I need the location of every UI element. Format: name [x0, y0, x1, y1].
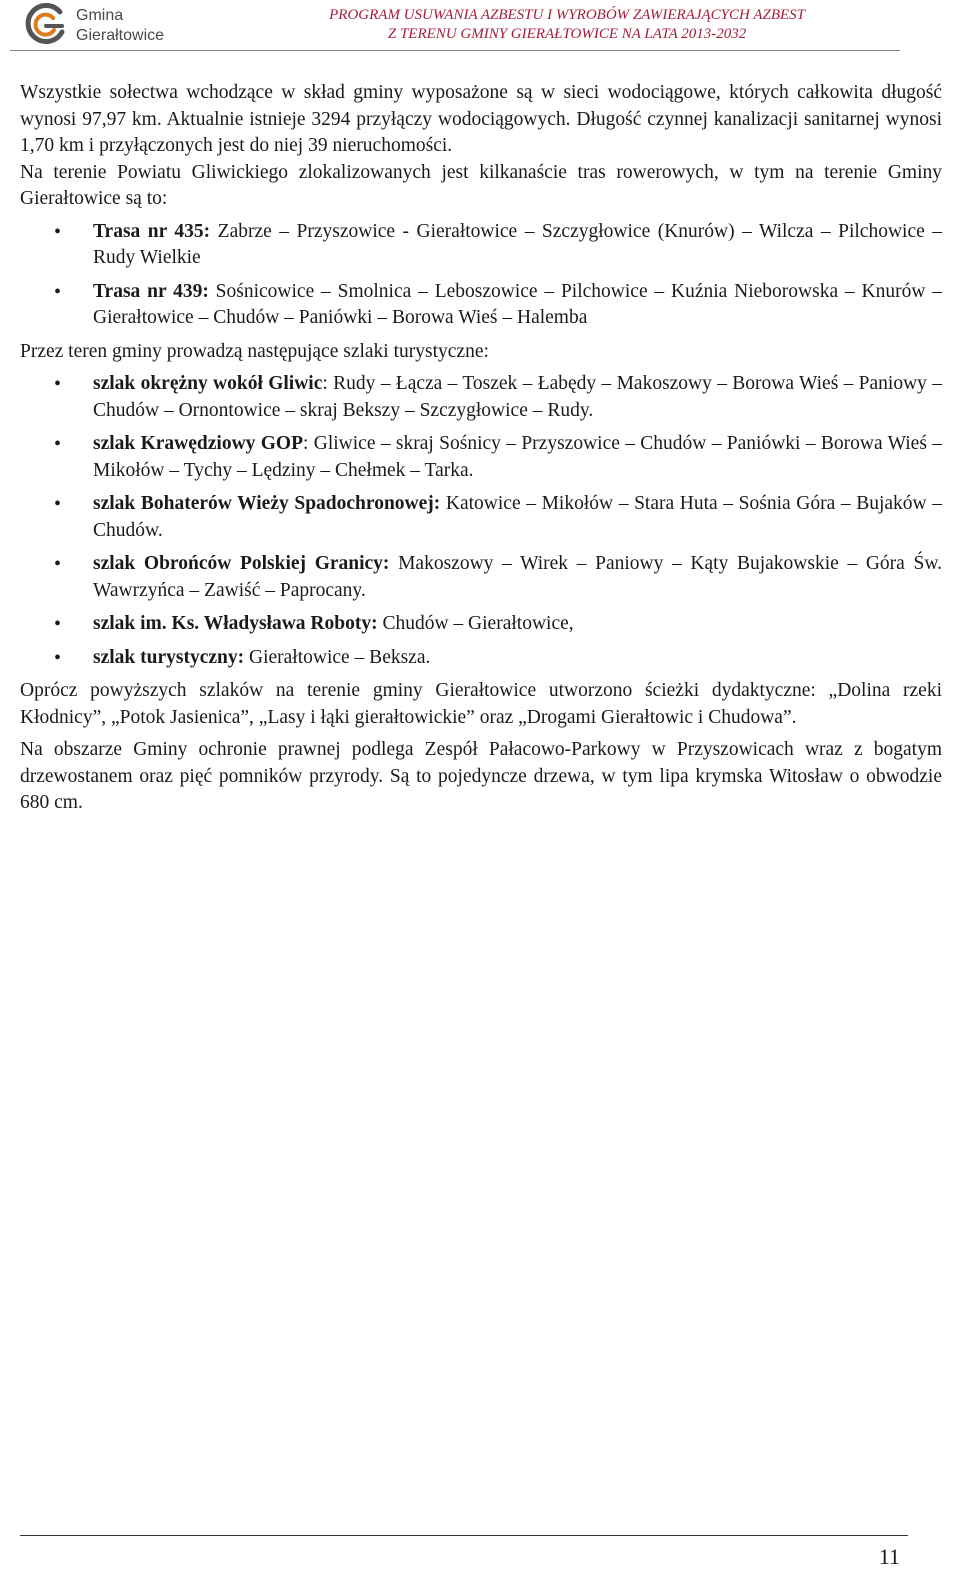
trail-label: szlak Krawędziowy GOP: [93, 433, 303, 454]
list-item: [20, 611, 942, 638]
trail-label: szlak okrężny wokół Gliwic: [93, 373, 323, 394]
list-item: [20, 279, 942, 332]
trail-text: Makoszowy – Wirek – Paniowy – Kąty Bujakowskie – Góra Św. Wawrzyńca – Zawiść – Paprocany.: [93, 553, 943, 601]
trail-text: : Rudy – Łącza – Toszek – Łabędy – Makoszowy – Borowa Wieś – Paniowy – Chudów – Ornontowice – skraj Bekszy – Szczygłowice – Rudy.: [93, 373, 942, 421]
paragraph-educational-paths: Oprócz powyższych szlaków na terenie gminy Gierałtowice utworzono ścieżki dydaktyczne: „Dolina rzeki Kłodnicy”, „Potok Jasienica”, „Lasy i łąki gierałtowickie” oraz „Drogami Gierałtowic i Chudowa”.: [20, 680, 942, 728]
trail-label: szlak Obrońców Polskiej Granicy:: [93, 553, 390, 574]
route-text: Zabrze – Przyszowice - Gierałtowice – Szczygłowice (Knurów) – Wilcza – Pilchowice – Rudy Wielkie: [93, 220, 942, 268]
logo-line-1: Gmina: [76, 7, 124, 24]
route-text: Sośnicowice – Smolnica – Leboszowice – Pilchowice – Kuźnia Nieborowska – Knurów – Gierałtowice – Chudów – Paniówki – Borowa Wieś – Halemba: [93, 280, 942, 328]
trail-label: szlak turystyczny:: [93, 646, 245, 668]
document-title-line-2: Z TERENU GMINY GIERAŁTOWICE NA LATA 2013-2032: [387, 26, 747, 42]
list-item: [20, 491, 942, 544]
trail-label: szlak im. Ks. Władysława Roboty:: [93, 613, 378, 634]
footer-divider: [20, 1535, 908, 1536]
logo-line-2: Gierałtowice: [76, 27, 165, 44]
page-number: 11: [878, 1544, 900, 1569]
list-item: [20, 645, 942, 672]
header-divider: [10, 50, 900, 51]
page-content: [20, 80, 942, 817]
page-header: [0, 0, 960, 52]
paragraph-bike-routes-intro: Na terenie Powiatu Gliwickiego zlokalizowanych jest kilkanaście tras rowerowych, w tym na terenie Gminy Gierałtowice są to:: [20, 161, 942, 209]
list-item: [20, 431, 942, 484]
list-item: [20, 371, 942, 424]
route-label: Trasa nr 439:: [93, 280, 209, 302]
paragraph-trails-intro: Przez teren gminy prowadzą następujące szlaki turystyczne:: [20, 340, 489, 362]
document-title: [329, 6, 805, 44]
bike-routes-list: [20, 219, 942, 332]
gmina-logo: [22, 2, 222, 48]
paragraph-protected-nature: Na obszarze Gminy ochronie prawnej podlega Zespół Pałacowo-Parkowy w Przyszowicach wraz z bogatym drzewostanem oraz pięć pomników przyrody. Są to pojedyncze drzewa, w tym lipa krymska Witosław o obwodzie 680 cm.: [20, 739, 942, 813]
logo-emblem-icon: [22, 2, 70, 48]
trail-text: Katowice – Mikołów – Stara Huta – Sośnia Góra – Bujaków – Chudów.: [93, 493, 942, 541]
route-label: Trasa nr 435:: [93, 220, 211, 242]
trail-text: : Gliwice – skraj Sośnicy – Przyszowice – Chudów – Paniówki – Borowa Wieś – Mikołów – Tychy – Lędziny – Chełmek – Tarka.: [93, 433, 942, 481]
trail-text: Gierałtowice – Beksza.: [244, 646, 431, 668]
list-item: [20, 219, 942, 272]
trail-text: Chudów – Gierałtowice,: [377, 613, 574, 634]
list-item: [20, 551, 942, 604]
paragraph-water-network: Wszystkie sołectwa wchodzące w skład gminy wyposażone są w sieci wodociągowe, których całkowita długość wynosi 97,97 km. Aktualnie istnieje 3294 przyłączy wodociągowych. Długość czynnej kanalizacji sanitarnej wynosi 1,70 km i przyłączonych jest do niej 39 nieruchomości.: [20, 82, 942, 156]
document-title-line-1: PROGRAM USUWANIA AZBESTU I WYROBÓW ZAWIERAJĄCYCH AZBEST: [329, 7, 805, 23]
trail-label: szlak Bohaterów Wieży Spadochronowej:: [93, 493, 441, 514]
tourist-trails-list: [20, 371, 942, 671]
